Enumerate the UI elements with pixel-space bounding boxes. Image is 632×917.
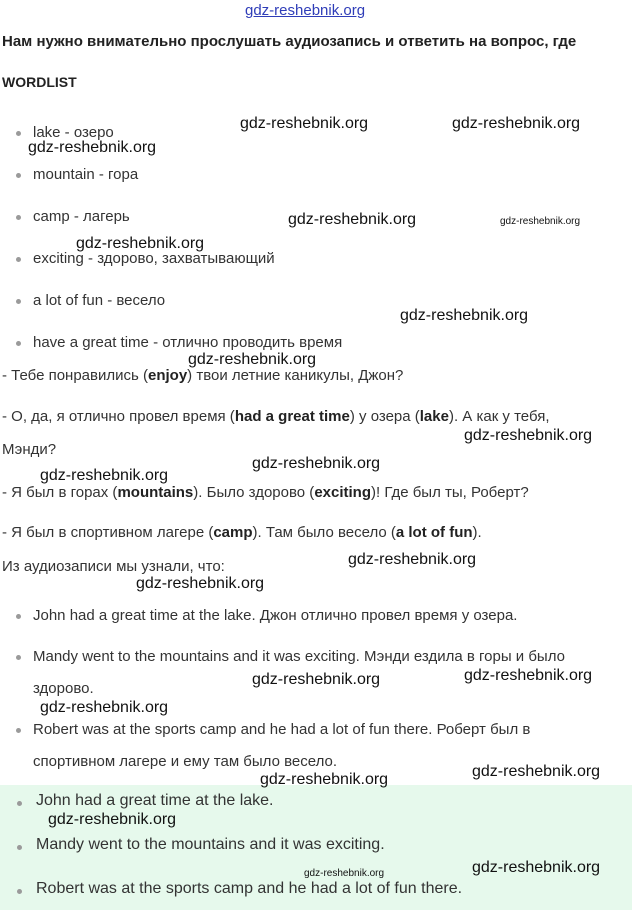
wordlist-entry: lake - озеро [33,124,114,141]
bullet-icon [17,801,22,806]
watermark: gdz-reshebnik.org [288,211,417,228]
answers-list [0,785,632,917]
watermark: gdz-reshebnik.org [304,868,385,879]
wordlist-title: WORDLIST [2,74,77,90]
site-link[interactable]: gdz-reshebnik.org [245,2,366,19]
watermark: gdz-reshebnik.org [40,699,169,716]
watermark: gdz-reshebnik.org [252,455,381,472]
dialogue-line-3: - Я был в горах (mountains). Было здорово (exciting)! Где был ты, Роберт? [2,484,529,501]
watermark: gdz-reshebnik.org [400,307,529,324]
watermark: gdz-reshebnik.org [48,811,177,828]
watermark: gdz-reshebnik.org [348,551,477,568]
watermark: gdz-reshebnik.org [472,859,601,876]
watermark: gdz-reshebnik.org [500,216,581,227]
answer-box [0,785,632,910]
summary-intro: Из аудиозаписи мы узнали, что: [2,558,225,575]
dialogue-line-4: - Я был в спортивном лагере (camp). Там было весело (a lot of fun). [2,524,482,541]
watermark: gdz-reshebnik.org [28,139,157,156]
dialogue-line-1: - Тебе понравились (enjoy) твои летние каникулы, Джон? [2,367,404,384]
watermark: gdz-reshebnik.org [240,115,369,132]
watermark: gdz-reshebnik.org [76,235,205,252]
wordlist-entry: camp - лагерь [33,208,130,225]
answer-text: John had a great time at the lake. [36,792,274,809]
list-item [0,873,632,917]
wordlist-entry: have a great time - отлично проводить время [33,334,343,351]
list-item [0,284,632,326]
bullet-icon [16,215,21,220]
wordlist-entry: a lot of fun - весело [33,292,166,309]
bullet-icon [16,131,21,136]
wordlist-entry: mountain - гора [33,166,139,183]
watermark: gdz-reshebnik.org [464,667,593,684]
bullet-icon [16,614,21,619]
bullet-icon [16,341,21,346]
fact-text: Robert was at the sports camp and he had a lot of fun there. Роберт был в спортивном лагере и ему там было весело. [33,721,531,770]
answer-text: Robert was at the sports camp and he had a lot of fun there. [36,880,463,897]
bullet-icon [16,173,21,178]
watermark: gdz-reshebnik.org [188,351,317,368]
list-item [0,600,632,632]
wordlist-entry: exciting - здорово, захватывающий [33,250,275,267]
task-heading: Нам нужно внимательно прослушать аудиозапись и ответить на вопрос, где [2,33,577,50]
bullet-icon [16,299,21,304]
watermark: gdz-reshebnik.org [464,427,593,444]
bullet-icon [16,655,21,660]
fact-text: John had a great time at the lake. Джон отлично провел время у озера. [33,607,518,624]
facts-list [0,600,632,787]
watermark: gdz-reshebnik.org [136,575,265,592]
fact-text: Mandy went to the mountains and it was exciting. Мэнди ездила в горы и было здорово. [33,648,565,697]
dialogue-line-2-cont: Мэнди? [2,441,57,458]
bullet-icon [16,257,21,262]
watermark: gdz-reshebnik.org [260,771,389,788]
bullet-icon [17,845,22,850]
watermark: gdz-reshebnik.org [252,671,381,688]
bullet-icon [16,728,21,733]
watermark: gdz-reshebnik.org [40,467,169,484]
list-item [0,158,632,200]
dialogue-line-2: - О, да, я отлично провел время (had a great time) у озера (lake). А как у тебя, [2,408,550,425]
bullet-icon [17,889,22,894]
watermark: gdz-reshebnik.org [452,115,581,132]
watermark: gdz-reshebnik.org [472,763,601,780]
answer-text: Mandy went to the mountains and it was exciting. [36,836,385,853]
